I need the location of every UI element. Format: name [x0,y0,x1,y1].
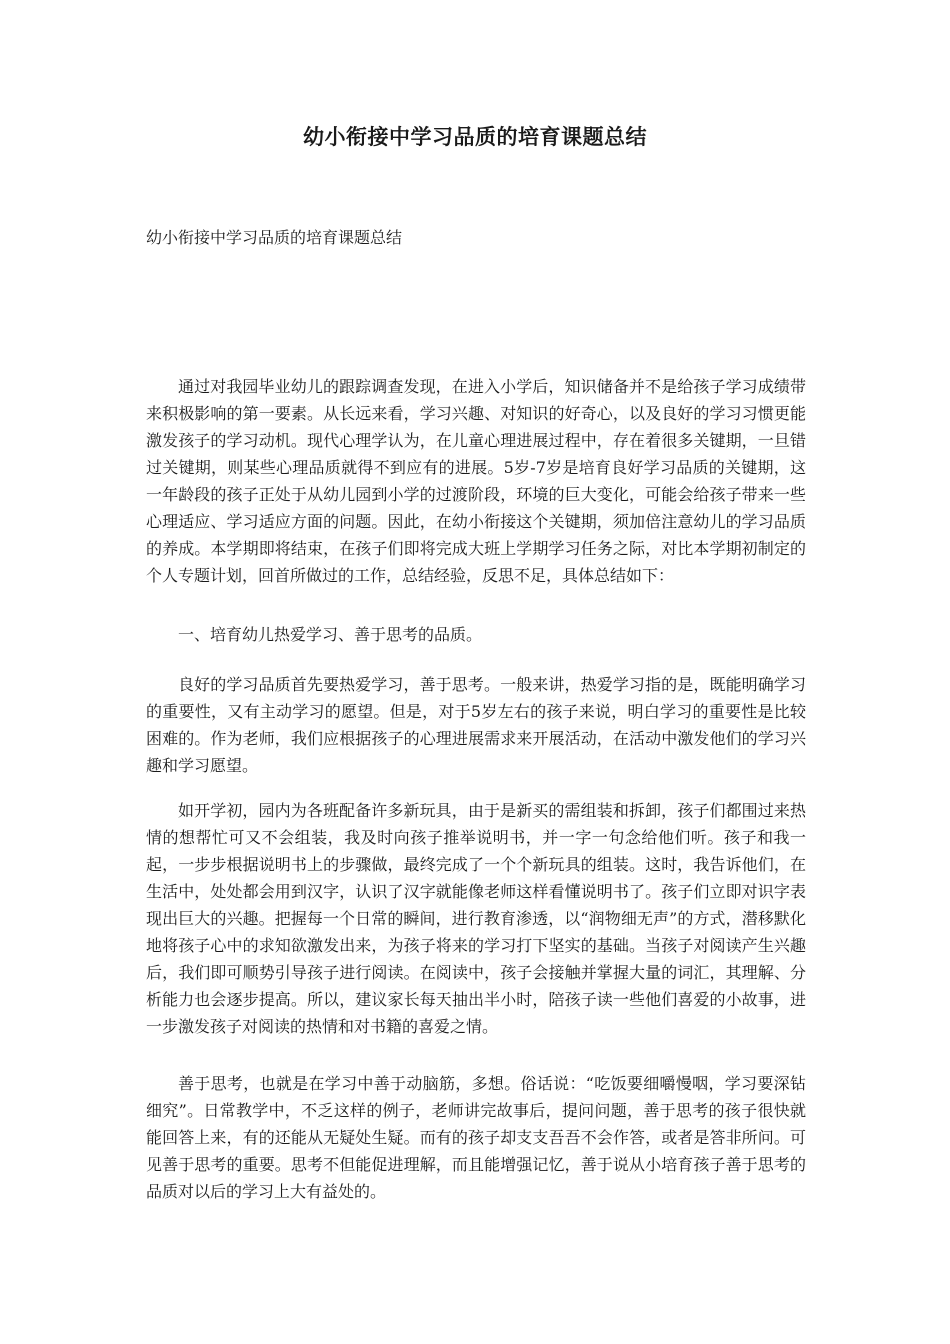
paragraph-thinking: 善于思考，也就是在学习中善于动脑筋，多想。俗话说：“吃饭要细嚼慢咽，学习要深钻细究”。日常教学中，不乏这样的例子，老师讲完故事后，提问问题，善于思考的孩子很快就能回答上来，有的还能从无疑处生疑。而有的孩子却支支吾吾不会作答，或者是答非所问。可见善于思考的重要。思考不但能促进理解，而且能增强记忆，善于说从小培育孩子善于思考的品质对以后的学习上大有益处的。 [146,1074,806,1201]
paragraph-love-learning: 良好的学习品质首先要热爱学习，善于思考。一般来讲，热爱学习指的是，既能明确学习的重要性，又有主动学习的愿望。但是，对于5岁左右的孩子来说，明白学习的重要性是比较困难的。作为老师，我们应根据孩子的心理进展需求来开展活动，在活动中激发他们的学习兴趣和学习愿望。 [146,675,806,775]
paragraph-intro: 通过对我园毕业幼儿的跟踪调查发现，在进入小学后，知识储备并不是给孩子学习成绩带来积极影响的第一要素。从长远来看，学习兴趣、对知识的好奇心，以及良好的学习习惯更能激发孩子的学习动机。现代心理学认为，在儿童心理进展过程中，存在着很多关键期，一旦错过关键期，则某些心理品质就得不到应有的进展。5岁-7岁是培育良好学习品质的关键期，这一年龄段的孩子正处于从幼儿园到小学的过渡阶段，环境的巨大变化，可能会给孩子带来一些心理适应、学习适应方面的问题。因此，在幼小衔接这个关键期，须加倍注意幼儿的学习品质的养成。本学期即将结束，在孩子们即将完成大班上学期学习任务之际，对比本学期初制定的个人专题计划，回首所做过的工作，总结经验，反思不足，具体总结如下： [146,377,806,585]
document-title: 幼小衔接中学习品质的培育课题总结 [303,125,647,149]
paragraph-example: 如开学初，园内为各班配备许多新玩具，由于是新买的需组装和拆卸，孩子们都围过来热情的想帮忙可又不会组装，我及时向孩子推举说明书，并一字一句念给他们听。孩子和我一起，一步步根据说明书上的步骤做，最终完成了一个个新玩具的组装。这时，我告诉他们，在生活中，处处都会用到汉字，认识了汉字就能像老师这样看懂说明书了。孩子们立即对识字表现出巨大的兴趣。把握每一个日常的瞬间，进行教育渗透，以“润物细无声”的方式，潜移默化地将孩子心中的求知欲激发出来，为孩子将来的学习打下坚实的基础。当孩子对阅读产生兴趣后，我们即可顺势引导孩子进行阅读。在阅读中，孩子会接触并掌握大量的词汇，其理解、分析能力也会逐步提高。所以，建议家长每天抽出半小时，陪孩子读一些他们喜爱的小故事，进一步激发孩子对阅读的热情和对书籍的喜爱之情。 [146,801,806,1036]
document-subtitle: 幼小衔接中学习品质的培育课题总结 [146,228,403,247]
section-heading: 一、培育幼儿热爱学习、善于思考的品质。 [178,625,483,644]
